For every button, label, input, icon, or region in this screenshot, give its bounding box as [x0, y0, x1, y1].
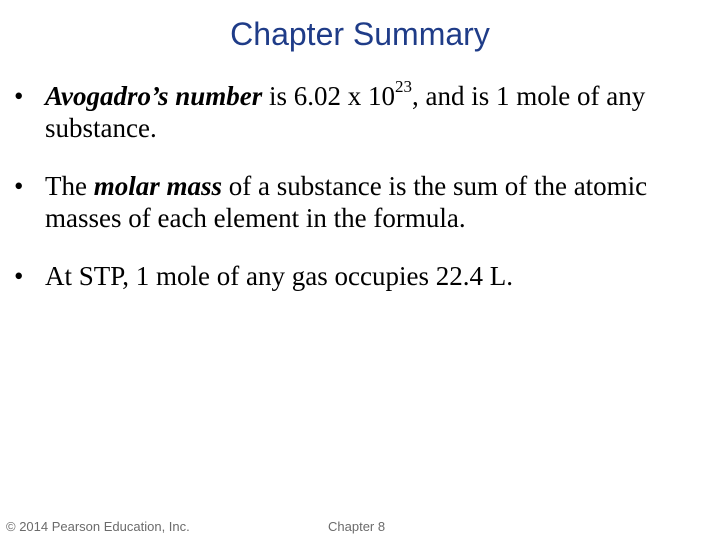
bullet-marker: • — [14, 81, 24, 111]
bullet-text: At STP, 1 mole of any gas occupies 22.4 L. — [45, 261, 513, 291]
bullet-marker: • — [14, 261, 24, 291]
bullet-text: of a substance is the sum of the atomic masses of each element in the formula. — [45, 171, 648, 233]
bullet-marker: • — [14, 171, 24, 201]
bullet-text: The — [45, 171, 94, 201]
bullet-list — [14, 77, 704, 318]
bullet-molar-mass — [14, 170, 704, 234]
exponent: 23 — [395, 77, 413, 96]
bullet-stp — [14, 260, 704, 292]
slide-title — [0, 14, 720, 54]
slide-title-text: Chapter Summary — [230, 16, 490, 52]
bullet-avogadro — [14, 77, 704, 144]
term-avogadro-number: Avogadro’s number — [45, 81, 263, 111]
footer-chapter: Chapter 8 — [328, 519, 386, 534]
term-molar-mass: molar mass — [93, 171, 223, 201]
footer-copyright: © 2014 Pearson Education, Inc. — [6, 519, 190, 534]
bullet-text: , and is 1 mole of any substance. — [45, 81, 646, 143]
bullet-text: is 6.02 x 10 — [262, 81, 396, 111]
